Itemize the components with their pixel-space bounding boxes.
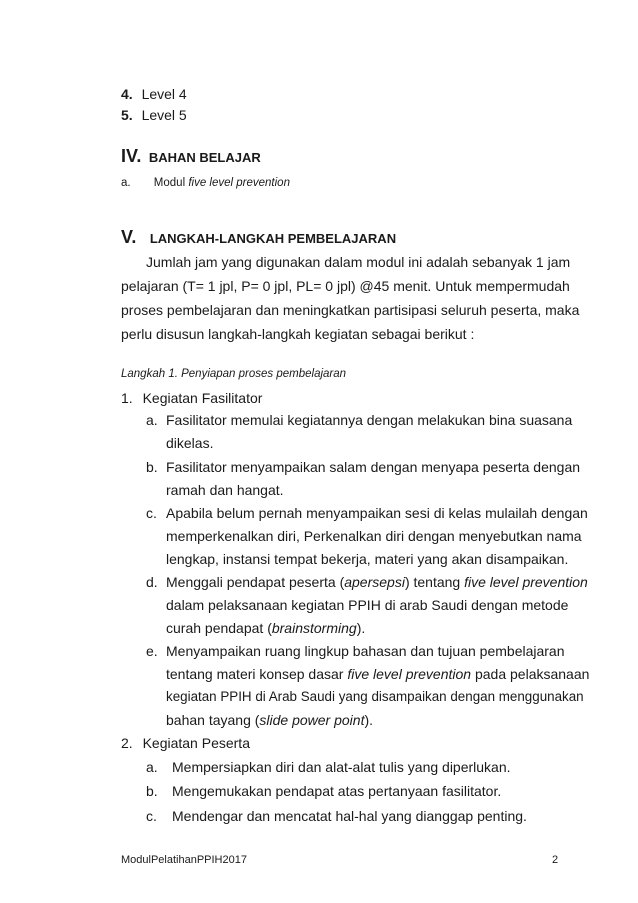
peserta-heading <box>121 733 250 753</box>
level-4-item <box>121 84 187 104</box>
item-text: Modul <box>153 177 189 189</box>
page-number: 2 <box>552 854 559 866</box>
fasilitator-d-line-2: dalam pelaksanaan kegiatan PPIH di arab Saudi dengan metode <box>166 597 569 613</box>
section-v-title: LANGKAH-LANGKAH PEMBELAJARAN <box>149 231 397 246</box>
fasilitator-e-line-1: Menyampaikan ruang lingkup bahasan dan tujuan pembelajaran <box>166 643 565 659</box>
fasilitator-c-line-3: lengkap, instansi tempat bekerja, materi yang akan disampaikan. <box>166 551 569 567</box>
peserta-c-text: Mendengar dan mencatat hal-hal yang dianggap penting. <box>172 808 527 824</box>
paragraph-line-4: perlu disusun langkah-langkah kegiatan sebagai berikut : <box>121 326 475 342</box>
peserta-item-b <box>146 781 502 801</box>
e-tentang: tentang materi konsep dasar <box>166 666 348 682</box>
fasilitator-b-letter: b. <box>146 459 158 475</box>
fasilitator-b-line-2: ramah dan hangat. <box>166 482 284 498</box>
fasilitator-d-letter: d. <box>146 574 158 590</box>
peserta-b-letter: b. <box>146 783 158 799</box>
peserta-c-letter: c. <box>146 808 157 824</box>
section-iv-title: BAHAN BELAJAR <box>148 150 261 165</box>
level-4-label: Level 4 <box>141 86 187 102</box>
fasilitator-number: 1. <box>121 390 133 406</box>
level-5-label: Level 5 <box>141 107 187 123</box>
d-close: ). <box>356 620 366 636</box>
fasilitator-a-line-2: dikelas. <box>166 435 214 451</box>
section-iv-item-a <box>121 175 290 191</box>
peserta-a-text: Mempersiapkan diri dan alat-alat tulis yang diperlukan. <box>172 759 511 775</box>
fasilitator-a-letter: a. <box>146 412 158 428</box>
e-five-level: five level prevention <box>347 666 472 682</box>
paragraph-line-3: proses pembelajaran dan meningkatkan partisipasi seluruh peserta, maka <box>121 302 580 318</box>
d-apersepsi: apersepsi <box>344 574 405 590</box>
section-v-number: V. <box>121 227 137 247</box>
fasilitator-c-letter: c. <box>146 505 157 521</box>
level-5-number: 5. <box>121 107 133 123</box>
footer-title: ModulPelatihanPPIH2017 <box>121 854 247 866</box>
fasilitator-a-line-1: Fasilitator memulai kegiatannya dengan melakukan bina suasana <box>166 412 573 428</box>
peserta-b-text: Mengemukakan pendapat atas pertanyaan fasilitator. <box>172 783 502 799</box>
fasilitator-e-line-4 <box>166 710 373 730</box>
fasilitator-d-line-1 <box>166 572 588 592</box>
d-curah: curah pendapat ( <box>166 620 272 636</box>
paragraph-line-1: Jumlah jam yang digunakan dalam modul ini adalah sebanyak 1 jam <box>146 254 571 270</box>
item-italic: five level prevention <box>188 177 290 189</box>
section-v-heading <box>121 227 396 248</box>
d-five-level: five level prevention <box>464 574 588 590</box>
e-close: ). <box>364 712 374 728</box>
peserta-a-letter: a. <box>146 759 158 775</box>
step-1-title: Langkah 1. Penyiapan proses pembelajaran <box>121 368 347 380</box>
fasilitator-e-line-3: kegiatan PPIH di Arab Saudi yang disampaikan dengan menggunakan <box>166 689 584 704</box>
d-brainstorming: brainstorming <box>271 620 357 636</box>
level-5-item <box>121 105 187 125</box>
fasilitator-d-line-3 <box>166 618 365 638</box>
e-pada: pada pelaksanaan <box>471 666 590 682</box>
e-slide: slide power point <box>259 712 365 728</box>
section-iv-heading <box>121 146 261 167</box>
level-4-number: 4. <box>121 86 133 102</box>
fasilitator-e-letter: e. <box>146 643 158 659</box>
fasilitator-title: Kegiatan Fasilitator <box>142 390 263 406</box>
fasilitator-c-line-1: Apabila belum pernah menyampaikan sesi di kelas mulailah dengan <box>166 505 588 521</box>
peserta-number: 2. <box>121 735 133 751</box>
d-text-1: Menggali pendapat peserta ( <box>166 574 345 590</box>
d-text-2: ) tentang <box>404 574 465 590</box>
section-iv-number: IV. <box>121 146 142 166</box>
item-letter: a. <box>121 177 131 189</box>
e-bahan: bahan tayang ( <box>166 712 260 728</box>
fasilitator-e-line-2 <box>166 664 590 684</box>
fasilitator-b-line-1: Fasilitator menyampaikan salam dengan menyapa peserta dengan <box>166 459 581 475</box>
paragraph-line-2: pelajaran (T= 1 jpl, P= 0 jpl, PL= 0 jpl) @45 menit. Untuk mempermudah <box>121 278 570 294</box>
fasilitator-heading <box>121 388 262 408</box>
peserta-item-a <box>146 757 511 777</box>
fasilitator-c-line-2: memperkenalkan diri, Perkenalkan diri dengan menyebutkan nama <box>166 528 582 544</box>
peserta-item-c <box>146 806 527 826</box>
peserta-title: Kegiatan Peserta <box>142 735 250 751</box>
